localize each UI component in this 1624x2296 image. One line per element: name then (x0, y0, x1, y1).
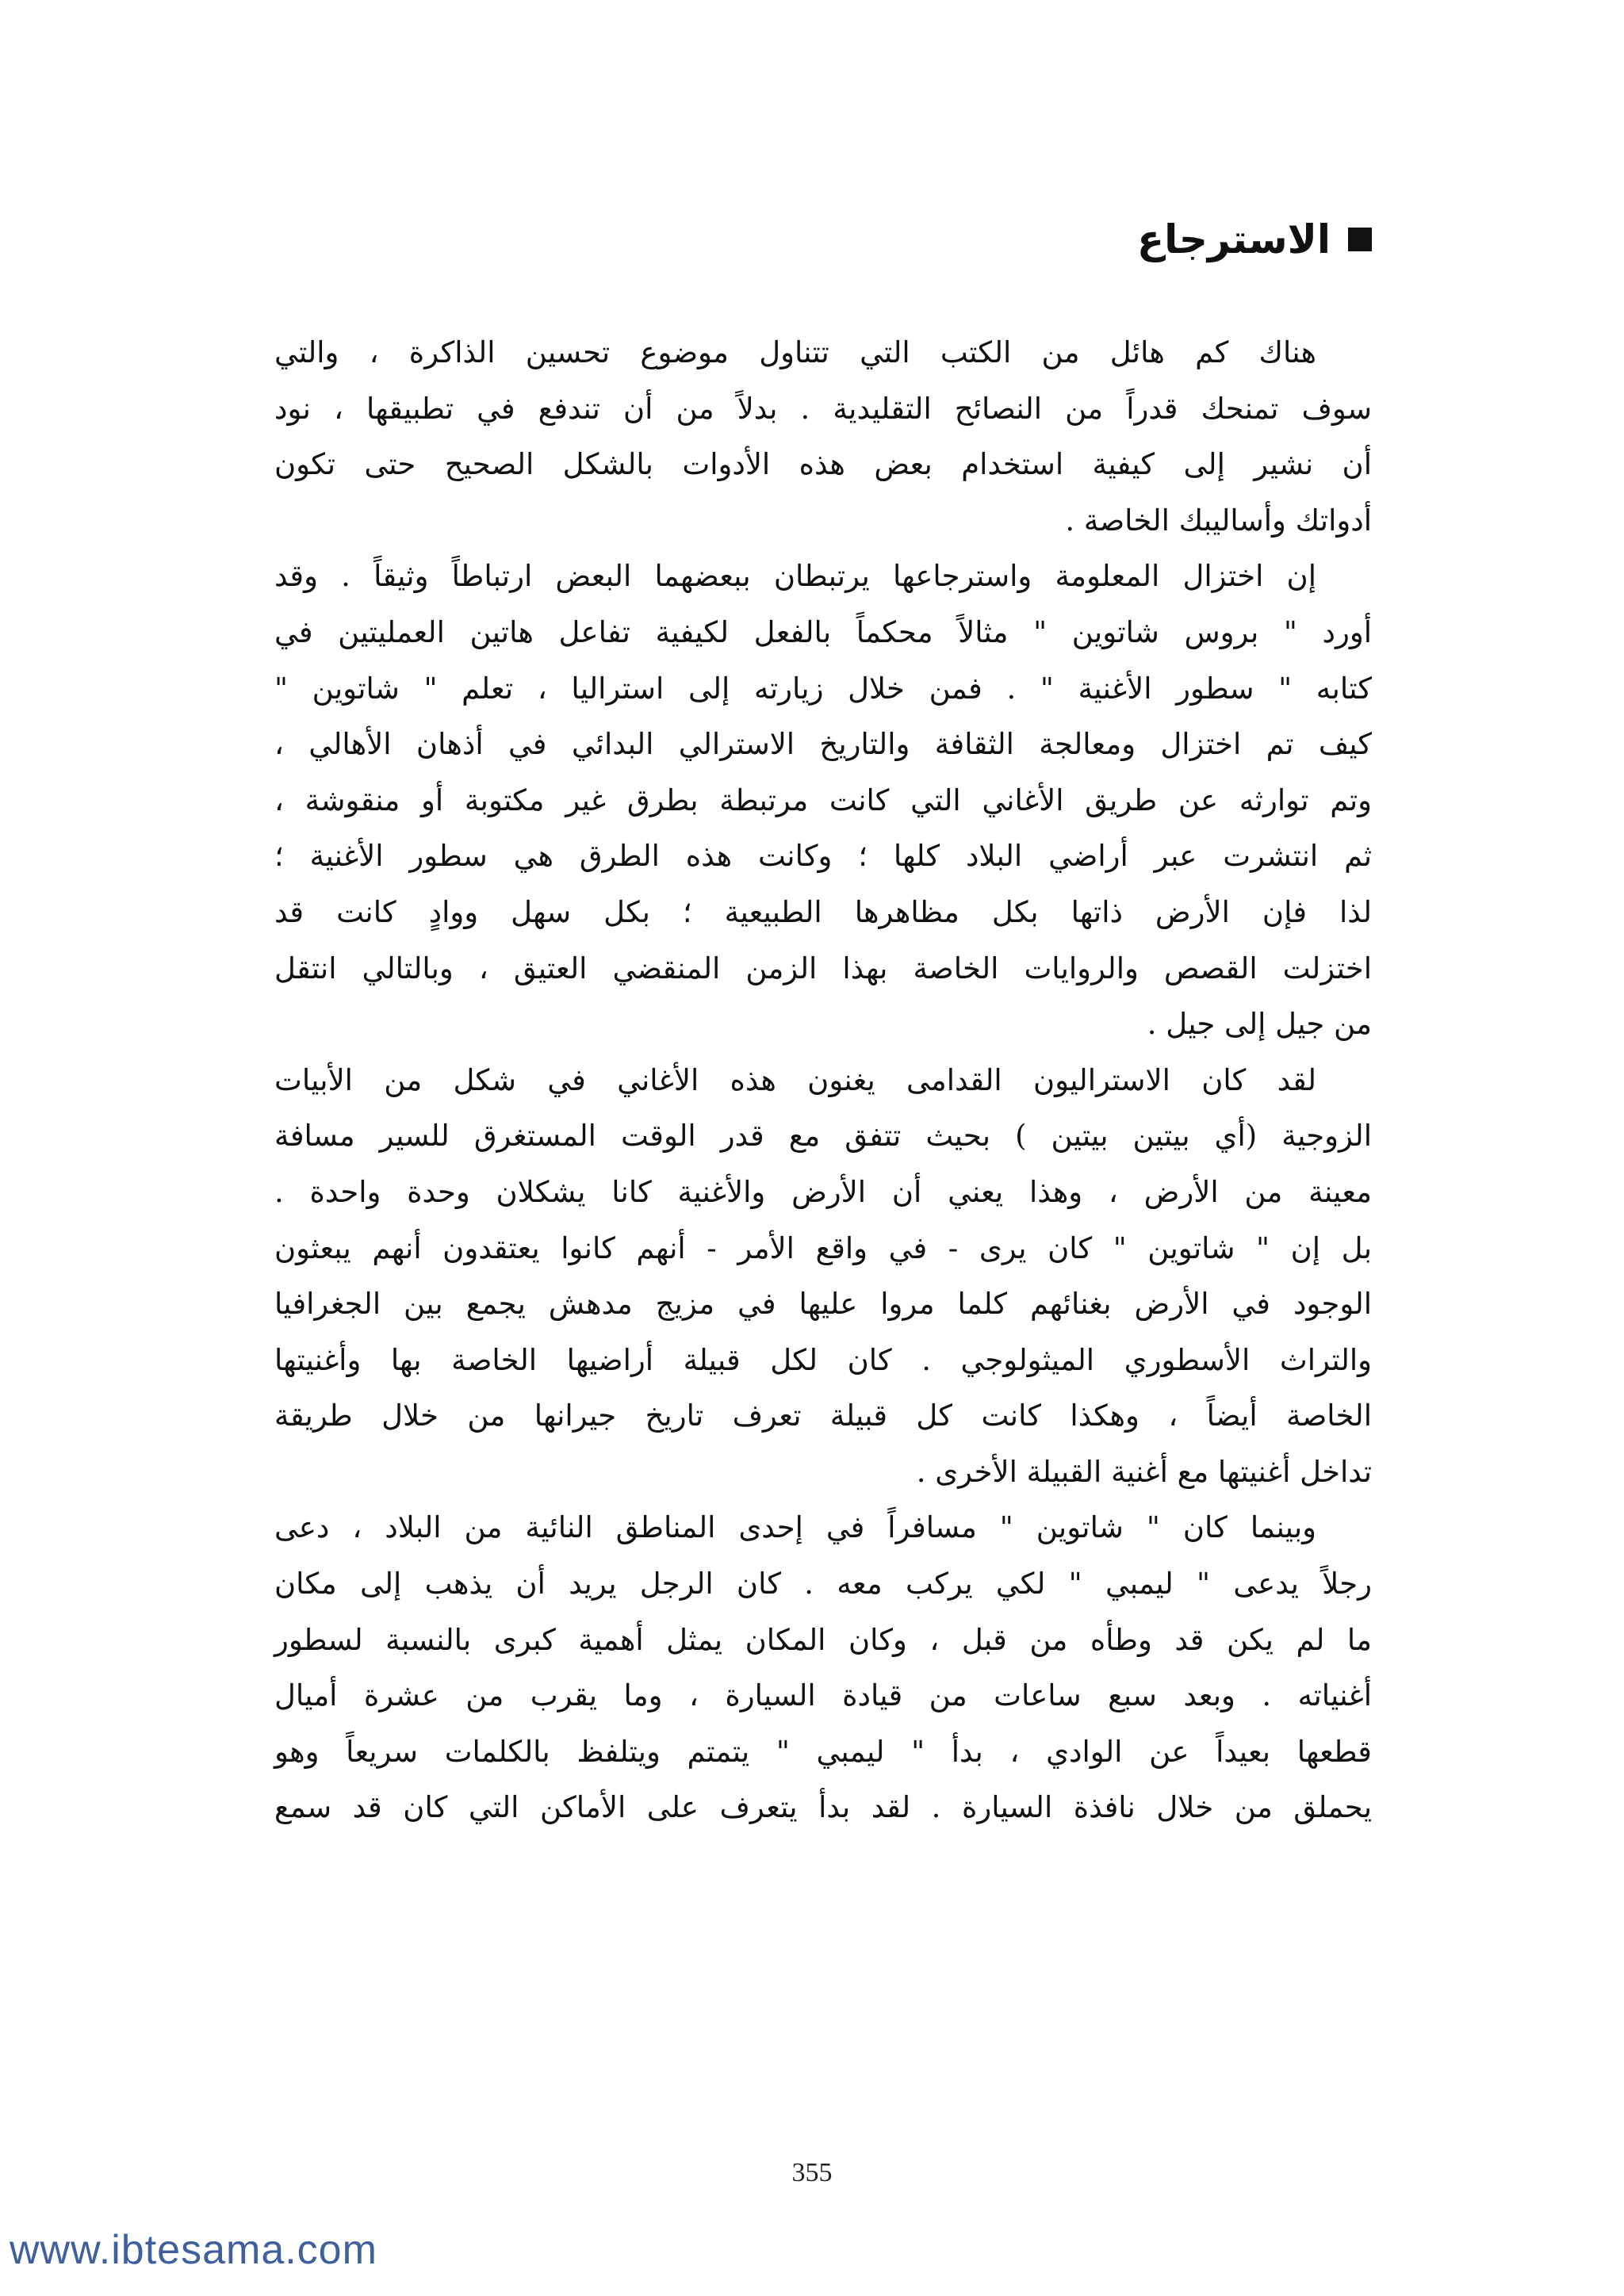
text-line: كيف تم اختزال ومعالجة الثقافة والتاريخ الاسترالي البدائي في أذهان الأهالي ، (274, 727, 1372, 762)
section-heading (262, 208, 1372, 271)
text-line: والتراث الأسطوري الميثولوجي . كان لكل قبيلة أراضيها الخاصة بها وأغنيتها (274, 1342, 1372, 1377)
watermark-url: www.ibtesama.com (10, 2227, 377, 2273)
text-line: بل إن " شاتوين " كان يرى - في واقع الأمر - أنهم كانوا يعتقدون أنهم يبعثون (274, 1230, 1372, 1265)
text-line: سوف تمنحك قدراً من النصائح التقليدية . بدلاً من أن تندفع في تطبيقها ، نود (274, 391, 1372, 426)
text-line: تداخل أغنيتها مع أغنية القبيلة الأخرى . (916, 1454, 1372, 1489)
text-line: أن نشير إلى كيفية استخدام بعض هذه الأدوات بالشكل الصحيح حتى تكون (274, 447, 1372, 482)
text-line: ما لم يكن قد وطأه من قبل ، وكان المكان يمثل أهمية كبرى بالنسبة لسطور (274, 1622, 1372, 1657)
section-heading-text: الاسترجاع (1136, 216, 1331, 262)
page-number: 355 (791, 2158, 833, 2187)
text-line: أورد " بروس شاتوين " مثالاً محكماً بالفعل لكيفية تفاعل هاتين العمليتين في (274, 614, 1372, 649)
text-line: كتابه " سطور الأغنية " . فمن خلال زيارته إلى استراليا ، تعلم " شاتوين " (274, 671, 1372, 706)
text-line: اختزلت القصص والروايات الخاصة بهذا الزمن المنقضي العتيق ، وبالتالي انتقل (274, 951, 1372, 985)
text-line: لقد كان الاستراليون القدامى يغنون هذه الأغاني في شكل من الأبيات (274, 1062, 1316, 1097)
text-line: أغنياته . وبعد سبع ساعات من قيادة السيارة ، وما يقرب من عشرة أميال (274, 1678, 1372, 1713)
text-line: إن اختزال المعلومة واسترجاعها يرتبطان ببعضهما البعض ارتباطاً وثيقاً . وقد (274, 559, 1316, 594)
text-line: الخاصة أيضاً ، وهكذا كانت كل قبيلة تعرف تاريخ جيرانها من خلال طريقة (274, 1399, 1372, 1433)
text-line: الزوجية (أي بيتين بيتين ) بحيث تتفق مع قدر الوقت المستغرق للسير مسافة (274, 1119, 1372, 1154)
square-bullet-icon (1348, 228, 1372, 251)
text-line: الوجود في الأرض بغنائهم كلما مروا عليها في مزيج مدهش يجمع بين الجغرافيا (274, 1287, 1372, 1322)
body-text (274, 325, 1372, 1836)
text-line: رجلاً يدعى " ليمبي " لكي يركب معه . كان الرجل يريد أن يذهب إلى مكان (274, 1567, 1372, 1601)
text-line: لذا فإن الأرض ذاتها بكل مظاهرها الطبيعية ؛ بكل سهل ووادٍ كانت قد (274, 894, 1372, 929)
text-line: أدواتك وأساليبك الخاصة . (1065, 503, 1372, 538)
text-line: يحملق من خلال نافذة السيارة . لقد بدأ يتعرف على الأماكن التي كان قد سمع (274, 1790, 1372, 1825)
text-line: وتم توارثه عن طريق الأغاني التي كانت مرتبطة بطرق غير مكتوبة أو منقوشة ، (274, 783, 1372, 817)
text-line: وبينما كان " شاتوين " مسافراً في إحدى المناطق النائية من البلاد ، دعى (274, 1510, 1316, 1545)
text-line: هناك كم هائل من الكتب التي تتناول موضوع تحسين الذاكرة ، والتي (274, 335, 1316, 369)
text-line: قطعها بعيداً عن الوادي ، بدأ " ليمبي " يتمتم ويتلفظ بالكلمات سريعاً وهو (274, 1734, 1372, 1769)
text-line: من جيل إلى جيل . (1147, 1007, 1372, 1042)
text-line: ثم انتشرت عبر أراضي البلاد كلها ؛ وكانت هذه الطرق هي سطور الأغنية ؛ (274, 839, 1372, 874)
text-line: معينة من الأرض ، وهذا يعني أن الأرض والأغنية كانا يشكلان وحدة واحدة . (274, 1174, 1372, 1209)
